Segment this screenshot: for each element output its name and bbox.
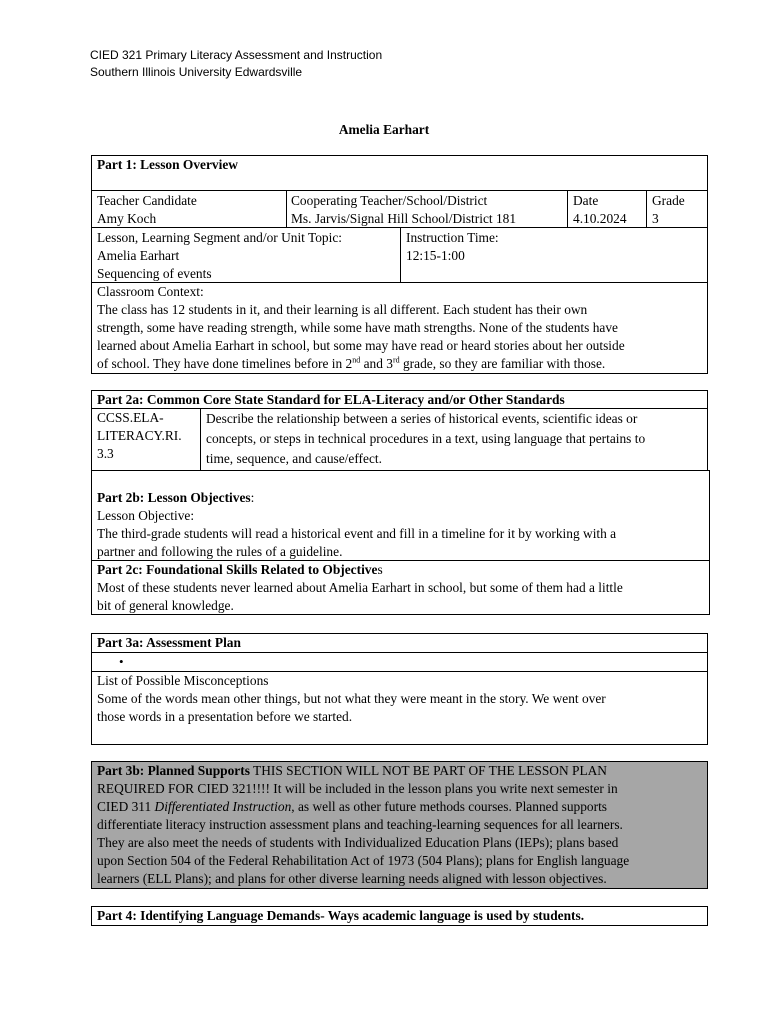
context-text: of school. They have done timelines before in 2: [97, 356, 353, 371]
part2b-heading-row: [97, 489, 616, 507]
course-name-italic: Differentiated Instruction: [154, 799, 292, 814]
planned-supports: [97, 762, 629, 888]
context-text: and 3: [360, 356, 393, 371]
standard-description: [206, 409, 645, 469]
part3b-heading: Part 3b: Planned Supports: [97, 763, 250, 778]
classroom-context: [97, 283, 625, 373]
bullet-icon: •: [119, 654, 124, 669]
grade-cell: [652, 192, 685, 228]
part2c-heading: Part 2c: Foundational Skills Related to Objective: [97, 562, 378, 577]
objective-line: The third-grade students will read a historical event and fill in a timeline for it by working with a: [97, 526, 617, 541]
teacher-candidate-label: Teacher Candidate: [97, 193, 197, 208]
lesson-objectives: [97, 489, 616, 561]
instruction-time-label: Instruction Time:: [406, 230, 499, 245]
part2c-heading-row: [97, 561, 623, 579]
divider: [91, 190, 708, 191]
objective-line: partner and following the rules of a guideline.: [97, 544, 343, 559]
grade-label: Grade: [652, 193, 685, 208]
planned-supports-line: upon Section 504 of the Federal Rehabilitation Act of 1973 (504 Plans); plans for English language: [97, 853, 630, 868]
standard-description-line: concepts, or steps in technical procedures in a text, using language that pertains to: [206, 431, 646, 446]
context-line: The class has 12 students in it, and their learning is all different. Each student has their own: [97, 302, 588, 317]
divider: [400, 227, 401, 282]
standard-code-line: 3.3: [97, 446, 114, 461]
lesson-objective-label: Lesson Objective:: [97, 508, 195, 523]
date-value: 4.10.2024: [573, 211, 627, 226]
standard-code-line: CCSS.ELA-: [97, 410, 164, 425]
misconception-line: Some of the words mean other things, but not what they were meant in the story. We went over: [97, 691, 606, 706]
divider: [200, 408, 201, 471]
planned-supports-line: [97, 762, 629, 780]
standard-code: [97, 409, 182, 463]
lesson-topic-value: Amelia Earhart: [97, 248, 180, 263]
context-line: learned about Amelia Earhart in school, but some may have read or heard stories about her outside: [97, 338, 625, 353]
misconceptions-label: List of Possible Misconceptions: [97, 673, 269, 688]
standard-description-line: time, sequence, and cause/effect.: [206, 451, 382, 466]
planned-supports-line: They are also meet the needs of students with Individualized Education Plans (IEPs); plans based: [97, 835, 619, 850]
skills-line: bit of general knowledge.: [97, 598, 234, 613]
divider: [567, 190, 568, 227]
planned-supports-text: CIED 311: [97, 799, 155, 814]
lesson-topic-value: Sequencing of events: [97, 266, 212, 281]
lesson-topic-label: Lesson, Learning Segment and/or Unit Topic:: [97, 230, 343, 245]
teacher-candidate-cell: [97, 192, 197, 228]
cooperating-teacher-label: Cooperating Teacher/School/District: [291, 193, 488, 208]
context-line: [97, 355, 625, 373]
teacher-candidate-value: Amy Koch: [97, 211, 157, 226]
planned-supports-line: REQUIRED FOR CIED 321!!!! It will be included in the lesson plans you write next semester in: [97, 781, 618, 796]
part2b-heading: Part 2b: Lesson Objectives: [97, 490, 251, 505]
part2a-heading: Part 2a: Common Core State Standard for ELA-Literacy and/or Other Standards: [97, 392, 565, 407]
cooperating-teacher-cell: [291, 192, 516, 228]
instruction-time-value: 12:15-1:00: [406, 248, 465, 263]
part3a-heading: Part 3a: Assessment Plan: [97, 635, 241, 650]
planned-supports-line: [97, 798, 629, 816]
course-header: [90, 47, 382, 81]
superscript: rd: [392, 355, 400, 365]
cooperating-teacher-value: Ms. Jarvis/Signal Hill School/District 181: [291, 211, 517, 226]
part1-heading: Part 1: Lesson Overview: [97, 157, 238, 172]
standard-code-line: LITERACY.RI.: [97, 428, 182, 443]
part4-heading: Part 4: Identifying Language Demands- Ways academic language is used by students.: [97, 908, 585, 923]
misconception-line: those words in a presentation before we started.: [97, 709, 353, 724]
date-cell: [573, 192, 627, 228]
instruction-time-cell: [406, 229, 499, 265]
planned-supports-line: learners (ELL Plans); and plans for other diverse learning needs aligned with lesson objectives.: [97, 871, 607, 886]
divider: [91, 652, 708, 653]
lesson-topic-cell: [97, 229, 342, 283]
standard-description-line: Describe the relationship between a series of historical events, scientific ideas or: [206, 411, 638, 426]
divider: [286, 190, 287, 227]
date-label: Date: [573, 193, 599, 208]
superscript: nd: [352, 355, 361, 365]
university-name: Southern Illinois University Edwardsville: [90, 65, 303, 79]
planned-supports-text: THIS SECTION WILL NOT BE PART OF THE LESSON PLAN: [249, 763, 607, 778]
misconceptions: [97, 672, 606, 726]
skills-line: Most of these students never learned about Amelia Earhart in school, but some of them had a little: [97, 580, 623, 595]
classroom-context-label: Classroom Context:: [97, 284, 204, 299]
planned-supports-line: differentiate literacy instruction assessment plans and teaching-learning sequences for all learners.: [97, 817, 623, 832]
foundational-skills: [97, 561, 623, 615]
context-line: strength, some have reading strength, while some have math strengths. None of the students have: [97, 320, 618, 335]
heading-colon: :: [250, 490, 255, 505]
document-title: Amelia Earhart: [338, 122, 430, 137]
context-text: grade, so they are familiar with those.: [399, 356, 606, 371]
planned-supports-text: , as well as other future methods courses. Planned supports: [291, 799, 608, 814]
course-title: CIED 321 Primary Literacy Assessment and Instruction: [90, 48, 383, 62]
grade-value: 3: [652, 211, 659, 226]
divider: [646, 190, 647, 227]
heading-tail: s: [377, 562, 383, 577]
